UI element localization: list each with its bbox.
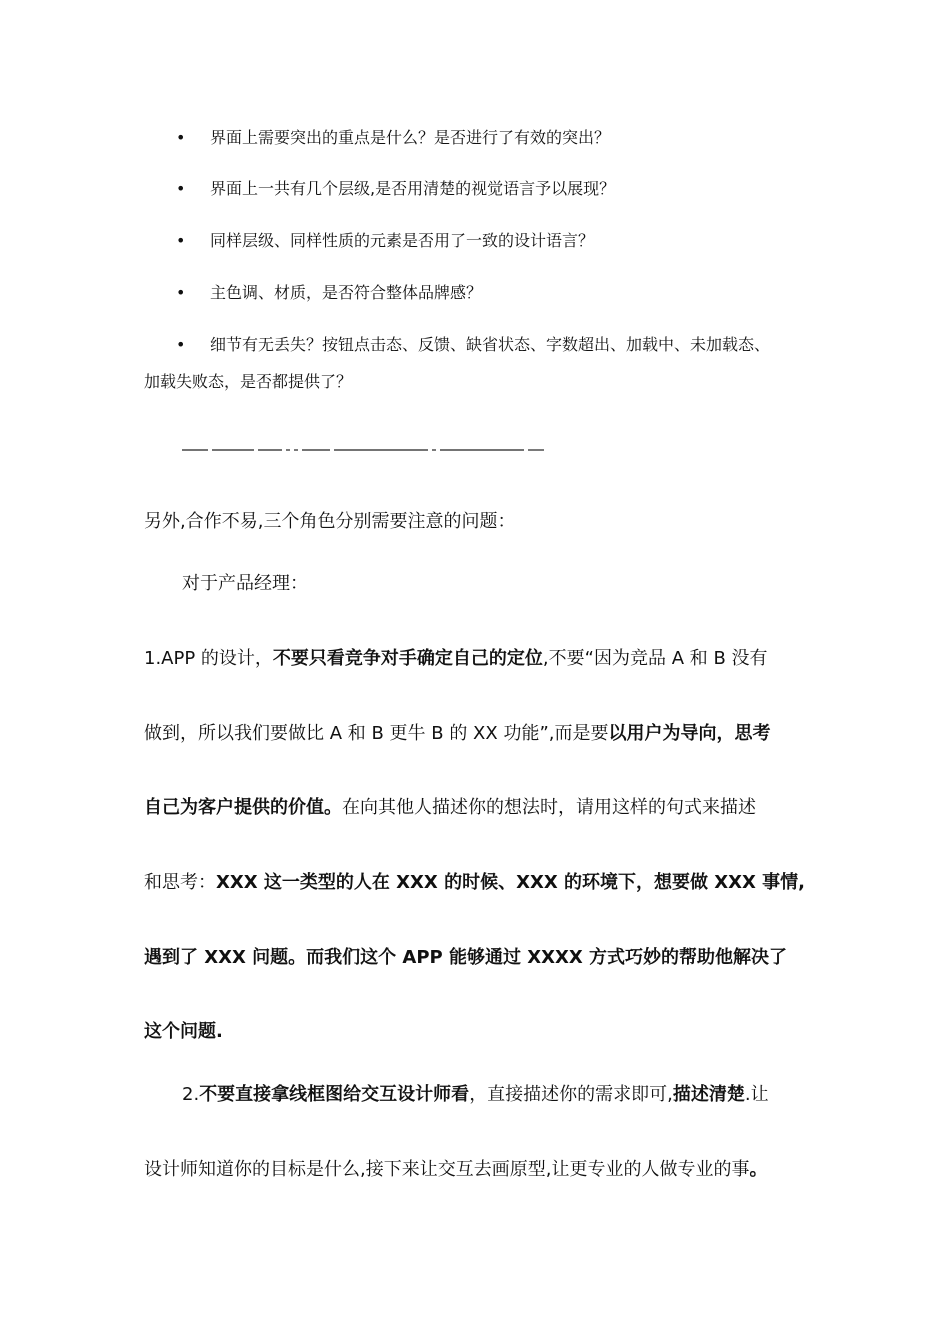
paragraph-line [182,1080,852,1110]
text-run: 设计师知道你的目标是什么,接下来让交互去画原型,让更专业的人做专业的事 [144,1159,750,1180]
list-item [144,278,814,308]
text-run: .让 [744,1084,769,1105]
paragraph-line [144,793,814,823]
list-item-text: 界面上一共有几个层级,是否用清楚的视觉语言予以展现？ [210,179,616,198]
text-run: ,不要“因为竞品 A 和 B 没有 [542,648,768,669]
section-heading: 对于产品经理： [182,573,308,594]
text-run: 2. [182,1084,200,1105]
list-item [144,226,814,256]
bullet-icon: • [176,179,186,198]
paragraph-line [144,1155,814,1185]
list-item [144,174,814,204]
bold-text-run: 自己为客户提供的价值。 [144,797,342,818]
paragraph-line [144,1017,814,1047]
bullet-icon: • [176,128,186,147]
text-run: 1.APP 的设计， [144,648,273,669]
list-item-text: 细节有无丢失？按钮点击态、反馈、缺省状态、字数超出、加载中、未加载态、 [210,335,771,354]
bullet-icon: • [176,283,186,302]
bullet-icon: • [176,231,186,250]
text-run: ，直接描述你的需求即可, [469,1084,673,1105]
bold-text-run: 遇到了 XXX 问题。而我们这个 APP 能够通过 XXXX 方式巧妙的帮助他解决了 [144,947,788,968]
list-item-text: 主色调、材质，是否符合整体品牌感？ [210,283,483,302]
list-item-text: 同样层级、同样性质的元素是否用了一致的设计语言？ [210,231,595,250]
bold-text-run: XXX 这一类型的人在 XXX 的时候、XXX 的环境下，想要做 XXX 事情, [216,872,805,893]
bullet-icon: • [176,335,186,354]
paragraph-line [144,943,814,973]
intro-text: 另外,合作不易,三个角色分别需要注意的问题： [144,511,516,532]
bold-text-run: 这个问题. [144,1021,223,1042]
paragraph-line [144,719,814,749]
bold-text-run: 。 [749,1159,768,1180]
divider-line [182,440,546,450]
text-run: 在向其他人描述你的想法时，请用这样的句式来描述 [342,797,756,818]
bold-text-run: 不要直接拿线框图给交互设计师看 [199,1084,470,1105]
list-item [144,330,814,360]
list-item-continuation: 加载失败态，是否都提供了？ [144,372,353,391]
text-run: 和思考： [144,872,216,893]
list-item-text: 界面上需要突出的重点是什么？是否进行了有效的突出？ [210,128,611,147]
bold-text-run: 描述清楚 [672,1084,745,1105]
text-run: 做到，所以我们要做比 A 和 B 更牛 B 的 XX 功能”,而是要 [144,723,609,744]
paragraph-line [144,868,814,898]
bold-text-run: 不要只看竞争对手确定自己的定位 [272,648,543,669]
bold-text-run: 以用户为导向，思考 [608,723,771,744]
paragraph-line [144,644,814,674]
list-item [144,123,814,153]
